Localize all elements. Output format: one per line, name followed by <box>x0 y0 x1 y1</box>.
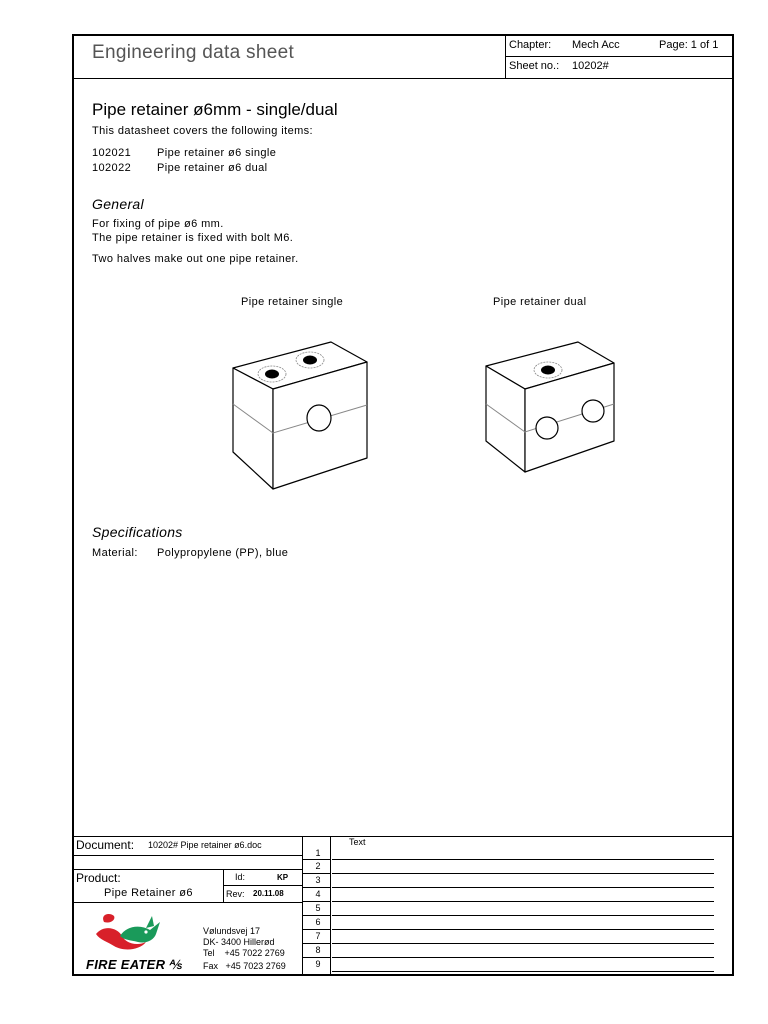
spec-material-value: Polypropylene (PP), blue <box>157 547 289 559</box>
row-number: 9 <box>315 959 321 969</box>
text-row-line <box>332 915 714 916</box>
fax-line: Fax +45 7023 2769 <box>203 961 286 971</box>
row-divider <box>302 873 330 874</box>
text-column-label: Text <box>349 837 366 847</box>
text-row-line <box>332 859 714 860</box>
spec-material-label: Material: <box>92 547 138 559</box>
item-code: 102021 <box>92 147 132 159</box>
row-divider <box>302 943 330 944</box>
document-value: 10202# Pipe retainer ø6.doc <box>148 840 262 850</box>
phone-line: Tel +45 7022 2769 <box>203 948 285 958</box>
chapter-label: Chapter: <box>509 39 552 51</box>
id-label: Id: <box>235 872 246 882</box>
logo-text: FIRE EATER <box>86 957 166 972</box>
row-number: 6 <box>315 917 321 927</box>
text-row-line <box>332 901 714 902</box>
product-value: Pipe Retainer ø6 <box>104 887 193 899</box>
text-row-line <box>332 929 714 930</box>
row-divider <box>302 887 330 888</box>
logo-wordmark <box>86 957 183 972</box>
sheet-no-label: Sheet no.: <box>509 60 560 72</box>
general-heading: General <box>92 196 144 212</box>
general-line: Two halves make out one pipe retainer. <box>92 253 299 265</box>
id-value: KP <box>277 873 289 882</box>
logo-mark: ⅍ <box>169 957 183 972</box>
figure-caption-dual: Pipe retainer dual <box>493 296 587 308</box>
item-code: 102022 <box>92 162 132 174</box>
address-line: Vølundsvej 17 <box>203 926 261 936</box>
row-divider <box>302 915 330 916</box>
product-label: Product: <box>76 871 121 885</box>
text-row-line <box>332 873 714 874</box>
row-number: 4 <box>315 889 321 899</box>
page-number: Page: 1 of 1 <box>659 39 719 51</box>
text-row-line <box>332 971 714 972</box>
address-line: DK- 3400 Hillerød <box>203 937 275 947</box>
sheet-title: Engineering data sheet <box>92 42 295 63</box>
row-number: 7 <box>315 931 321 941</box>
general-line: The pipe retainer is fixed with bolt M6. <box>92 232 294 244</box>
item-desc: Pipe retainer ø6 dual <box>157 162 268 174</box>
sheet-no-value: 10202# <box>572 60 609 72</box>
text-row-line <box>332 887 714 888</box>
row-divider <box>302 901 330 902</box>
row-number: 1 <box>315 848 321 858</box>
row-divider <box>302 859 330 860</box>
text-row-line <box>332 957 714 958</box>
row-divider <box>302 957 330 958</box>
row-number: 3 <box>315 875 321 885</box>
page-title: Pipe retainer ø6mm - single/dual <box>92 100 338 119</box>
rev-label: Rev: <box>226 889 245 899</box>
document-label: Document: <box>76 838 135 852</box>
rev-value: 20.11.08 <box>253 889 284 898</box>
row-number: 8 <box>315 945 321 955</box>
specifications-heading: Specifications <box>92 524 183 540</box>
figure-caption-single: Pipe retainer single <box>241 296 344 308</box>
row-number: 2 <box>315 861 321 871</box>
row-number: 5 <box>315 903 321 913</box>
text-row-line <box>332 943 714 944</box>
intro-text: This datasheet covers the following items: <box>92 125 314 137</box>
chapter-value: Mech Acc <box>572 39 620 51</box>
item-desc: Pipe retainer ø6 single <box>157 147 277 159</box>
row-divider <box>302 929 330 930</box>
general-line: For fixing of pipe ø6 mm. <box>92 218 224 230</box>
